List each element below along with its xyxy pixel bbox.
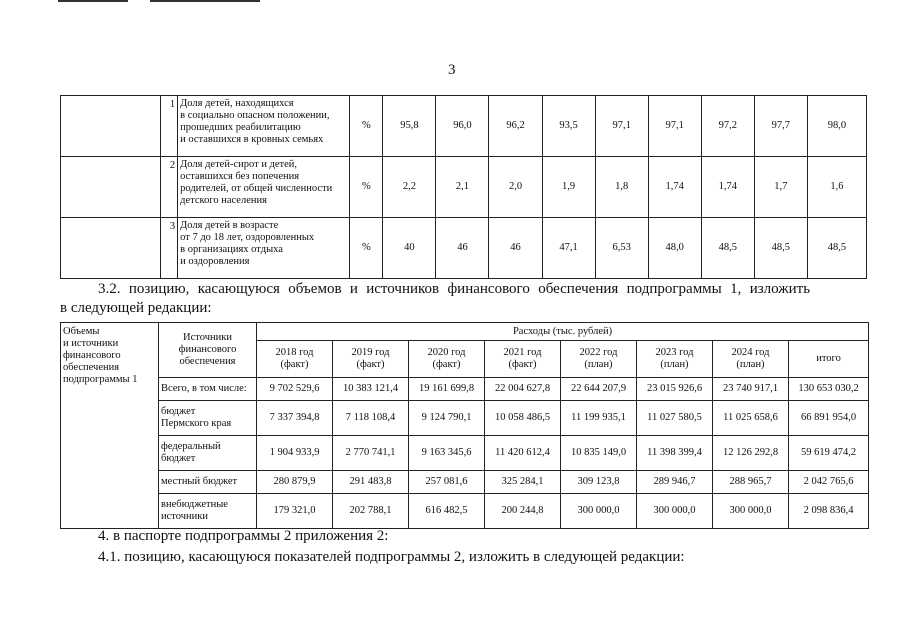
finance-row bbox=[61, 378, 869, 401]
year-header-line: (план) bbox=[736, 359, 765, 370]
source-name-line: источники bbox=[161, 511, 208, 522]
finance-value: 257 081,6 bbox=[409, 471, 485, 494]
finance-value: 616 482,5 bbox=[409, 494, 485, 529]
empty-cell bbox=[61, 96, 161, 157]
finance-table bbox=[60, 322, 869, 529]
finance-value: 291 483,8 bbox=[333, 471, 409, 494]
paragraph-4-1: 4.1. позицию, касающуюся показателей подпрограммы 2, изложить в следующей редакции: bbox=[98, 549, 685, 565]
indicator-row bbox=[61, 96, 867, 157]
finance-value: 11 027 580,5 bbox=[637, 401, 713, 436]
indicator-value: 1,74 bbox=[701, 157, 754, 218]
sources-header-line: обеспечения bbox=[179, 356, 236, 367]
finance-value: 309 123,8 bbox=[561, 471, 637, 494]
indicator-unit: % bbox=[350, 218, 383, 279]
year-header-line: 2021 год bbox=[503, 347, 542, 358]
finance-row bbox=[61, 436, 869, 471]
indicator-name-line: Доля детей-сирот и детей, bbox=[180, 159, 298, 170]
indicator-row bbox=[61, 157, 867, 218]
indicators-table bbox=[60, 95, 867, 279]
indicator-value: 47,1 bbox=[542, 218, 595, 279]
indicator-name-line: прошедших реабилитацию bbox=[180, 122, 301, 133]
indicator-name-line: и оставшихся в кровных семьях bbox=[180, 134, 324, 145]
indicator-value: 97,2 bbox=[701, 96, 754, 157]
finance-value: 12 126 292,8 bbox=[713, 436, 789, 471]
indicator-unit: % bbox=[350, 96, 383, 157]
indicator-value: 98,0 bbox=[807, 96, 866, 157]
finance-value: 300 000,0 bbox=[637, 494, 713, 529]
indicator-value: 46 bbox=[489, 218, 542, 279]
finance-header-row-1 bbox=[61, 323, 869, 341]
paragraph-3-2-line1: 3.2. позицию, касающуюся объемов и источников финансового обеспечения подпрограммы 1, изложить bbox=[98, 281, 811, 297]
sources-header-line: финансового bbox=[178, 344, 237, 355]
year-header bbox=[713, 341, 789, 378]
finance-row bbox=[61, 494, 869, 529]
indicator-name-line: в социально опасном положении, bbox=[180, 110, 330, 121]
year-header-line: 2022 год bbox=[579, 347, 618, 358]
indicator-number: 1 bbox=[161, 96, 178, 157]
finance-value: 1 904 933,9 bbox=[257, 436, 333, 471]
indicator-number: 2 bbox=[161, 157, 178, 218]
finance-value: 7 118 108,4 bbox=[333, 401, 409, 436]
indicator-value: 93,5 bbox=[542, 96, 595, 157]
indicator-value: 1,74 bbox=[648, 157, 701, 218]
source-name-line: внебюджетные bbox=[161, 499, 228, 510]
finance-value: 11 398 399,4 bbox=[637, 436, 713, 471]
source-name-line: бюджет bbox=[161, 406, 196, 417]
volumes-label-line: и источники bbox=[63, 338, 119, 349]
empty-cell bbox=[61, 157, 161, 218]
finance-table-body bbox=[61, 323, 869, 529]
year-header-line: 2024 год bbox=[731, 347, 770, 358]
indicator-value: 97,1 bbox=[648, 96, 701, 157]
finance-value: 22 644 207,9 bbox=[561, 378, 637, 401]
volumes-label-line: Объемы bbox=[63, 326, 100, 337]
indicator-value: 97,7 bbox=[754, 96, 807, 157]
indicator-value: 48,0 bbox=[648, 218, 701, 279]
indicator-value: 95,8 bbox=[383, 96, 436, 157]
year-header-line: (план) bbox=[660, 359, 689, 370]
top-rule-left bbox=[58, 0, 128, 2]
indicator-name bbox=[178, 157, 350, 218]
indicator-value: 46 bbox=[436, 218, 489, 279]
source-name-line: федеральный bbox=[161, 441, 221, 452]
indicator-name-line: от 7 до 18 лет, оздоровленных bbox=[180, 232, 315, 243]
finance-value: 10 058 486,5 bbox=[485, 401, 561, 436]
volumes-label-line: подпрограммы 1 bbox=[63, 374, 138, 385]
indicator-value: 2,0 bbox=[489, 157, 542, 218]
indicator-value: 1,6 bbox=[807, 157, 866, 218]
indicator-name-line: родителей, от общей численности bbox=[180, 183, 333, 194]
source-name-line: Всего, в том числе: bbox=[161, 383, 247, 394]
year-header bbox=[333, 341, 409, 378]
finance-value: 2 042 765,6 bbox=[789, 471, 869, 494]
finance-value: 59 619 474,2 bbox=[789, 436, 869, 471]
paragraph-4: 4. в паспорте подпрограммы 2 приложения 2: bbox=[98, 528, 389, 544]
empty-cell bbox=[61, 218, 161, 279]
indicator-value: 1,9 bbox=[542, 157, 595, 218]
source-name bbox=[159, 436, 257, 471]
indicator-name-line: Доля детей в возрасте bbox=[180, 220, 279, 231]
finance-value: 179 321,0 bbox=[257, 494, 333, 529]
sources-header bbox=[159, 323, 257, 378]
volumes-label-line: финансового bbox=[63, 350, 121, 361]
finance-value: 10 835 149,0 bbox=[561, 436, 637, 471]
year-header bbox=[485, 341, 561, 378]
year-header-line: (план) bbox=[584, 359, 613, 370]
source-name-line: бюджет bbox=[161, 453, 196, 464]
indicator-name bbox=[178, 96, 350, 157]
finance-value: 9 702 529,6 bbox=[257, 378, 333, 401]
finance-value: 288 965,7 bbox=[713, 471, 789, 494]
paragraph-3-2-line2: в следующей редакции: bbox=[60, 300, 212, 316]
finance-value: 325 284,1 bbox=[485, 471, 561, 494]
year-header-line: (факт) bbox=[356, 359, 385, 370]
indicator-value: 97,1 bbox=[595, 96, 648, 157]
volumes-label-line: обеспечения bbox=[63, 362, 120, 373]
total-header: итого bbox=[789, 341, 869, 378]
indicator-name-line: детского населения bbox=[180, 195, 267, 206]
indicator-value: 96,0 bbox=[436, 96, 489, 157]
finance-value: 300 000,0 bbox=[561, 494, 637, 529]
finance-value: 66 891 954,0 bbox=[789, 401, 869, 436]
finance-value: 300 000,0 bbox=[713, 494, 789, 529]
year-header-line: (факт) bbox=[280, 359, 309, 370]
indicator-name-line: Доля детей, находящихся bbox=[180, 98, 294, 109]
year-header bbox=[409, 341, 485, 378]
indicator-value: 2,2 bbox=[383, 157, 436, 218]
finance-row bbox=[61, 471, 869, 494]
finance-value: 200 244,8 bbox=[485, 494, 561, 529]
finance-value: 11 199 935,1 bbox=[561, 401, 637, 436]
finance-value: 280 879,9 bbox=[257, 471, 333, 494]
source-name bbox=[159, 378, 257, 401]
indicator-name-line: и оздоровления bbox=[180, 256, 250, 267]
year-header bbox=[257, 341, 333, 378]
year-header-line: (факт) bbox=[508, 359, 537, 370]
finance-value: 22 004 627,8 bbox=[485, 378, 561, 401]
volumes-label bbox=[61, 323, 159, 529]
source-name bbox=[159, 401, 257, 436]
finance-value: 19 161 699,8 bbox=[409, 378, 485, 401]
finance-value: 11 420 612,4 bbox=[485, 436, 561, 471]
sources-header-line: Источники bbox=[183, 332, 232, 343]
finance-value: 202 788,1 bbox=[333, 494, 409, 529]
year-header-line: 2019 год bbox=[351, 347, 390, 358]
indicator-number: 3 bbox=[161, 218, 178, 279]
finance-value: 7 337 394,8 bbox=[257, 401, 333, 436]
indicator-value: 48,5 bbox=[807, 218, 866, 279]
finance-value: 9 124 790,1 bbox=[409, 401, 485, 436]
indicator-row bbox=[61, 218, 867, 279]
year-header-line: (факт) bbox=[432, 359, 461, 370]
top-rule-right bbox=[150, 0, 260, 2]
year-header bbox=[561, 341, 637, 378]
indicator-value: 1,8 bbox=[595, 157, 648, 218]
indicator-name bbox=[178, 218, 350, 279]
finance-value: 2 098 836,4 bbox=[789, 494, 869, 529]
year-header-line: 2020 год bbox=[427, 347, 466, 358]
indicator-value: 96,2 bbox=[489, 96, 542, 157]
source-name-line: местный бюджет bbox=[161, 476, 238, 487]
finance-value: 23 015 926,6 bbox=[637, 378, 713, 401]
finance-value: 10 383 121,4 bbox=[333, 378, 409, 401]
finance-value: 23 740 917,1 bbox=[713, 378, 789, 401]
indicator-unit: % bbox=[350, 157, 383, 218]
source-name bbox=[159, 471, 257, 494]
finance-value: 9 163 345,6 bbox=[409, 436, 485, 471]
indicator-value: 2,1 bbox=[436, 157, 489, 218]
finance-value: 130 653 030,2 bbox=[789, 378, 869, 401]
indicator-value: 1,7 bbox=[754, 157, 807, 218]
indicator-value: 40 bbox=[383, 218, 436, 279]
indicator-name-line: оставшихся без попечения bbox=[180, 171, 300, 182]
indicators-table-body bbox=[61, 96, 867, 279]
indicator-value: 48,5 bbox=[754, 218, 807, 279]
year-header bbox=[637, 341, 713, 378]
year-header-line: 2018 год bbox=[275, 347, 314, 358]
year-header-line: 2023 год bbox=[655, 347, 694, 358]
indicator-value: 48,5 bbox=[701, 218, 754, 279]
indicator-name-line: в организациях отдыха bbox=[180, 244, 283, 255]
source-name-line: Пермского края bbox=[161, 418, 232, 429]
finance-value: 289 946,7 bbox=[637, 471, 713, 494]
source-name bbox=[159, 494, 257, 529]
indicator-value: 6,53 bbox=[595, 218, 648, 279]
page-number: 3 bbox=[448, 62, 456, 78]
finance-row bbox=[61, 401, 869, 436]
finance-value: 2 770 741,1 bbox=[333, 436, 409, 471]
finance-value: 11 025 658,6 bbox=[713, 401, 789, 436]
expenses-header: Расходы (тыс. рублей) bbox=[257, 323, 869, 341]
